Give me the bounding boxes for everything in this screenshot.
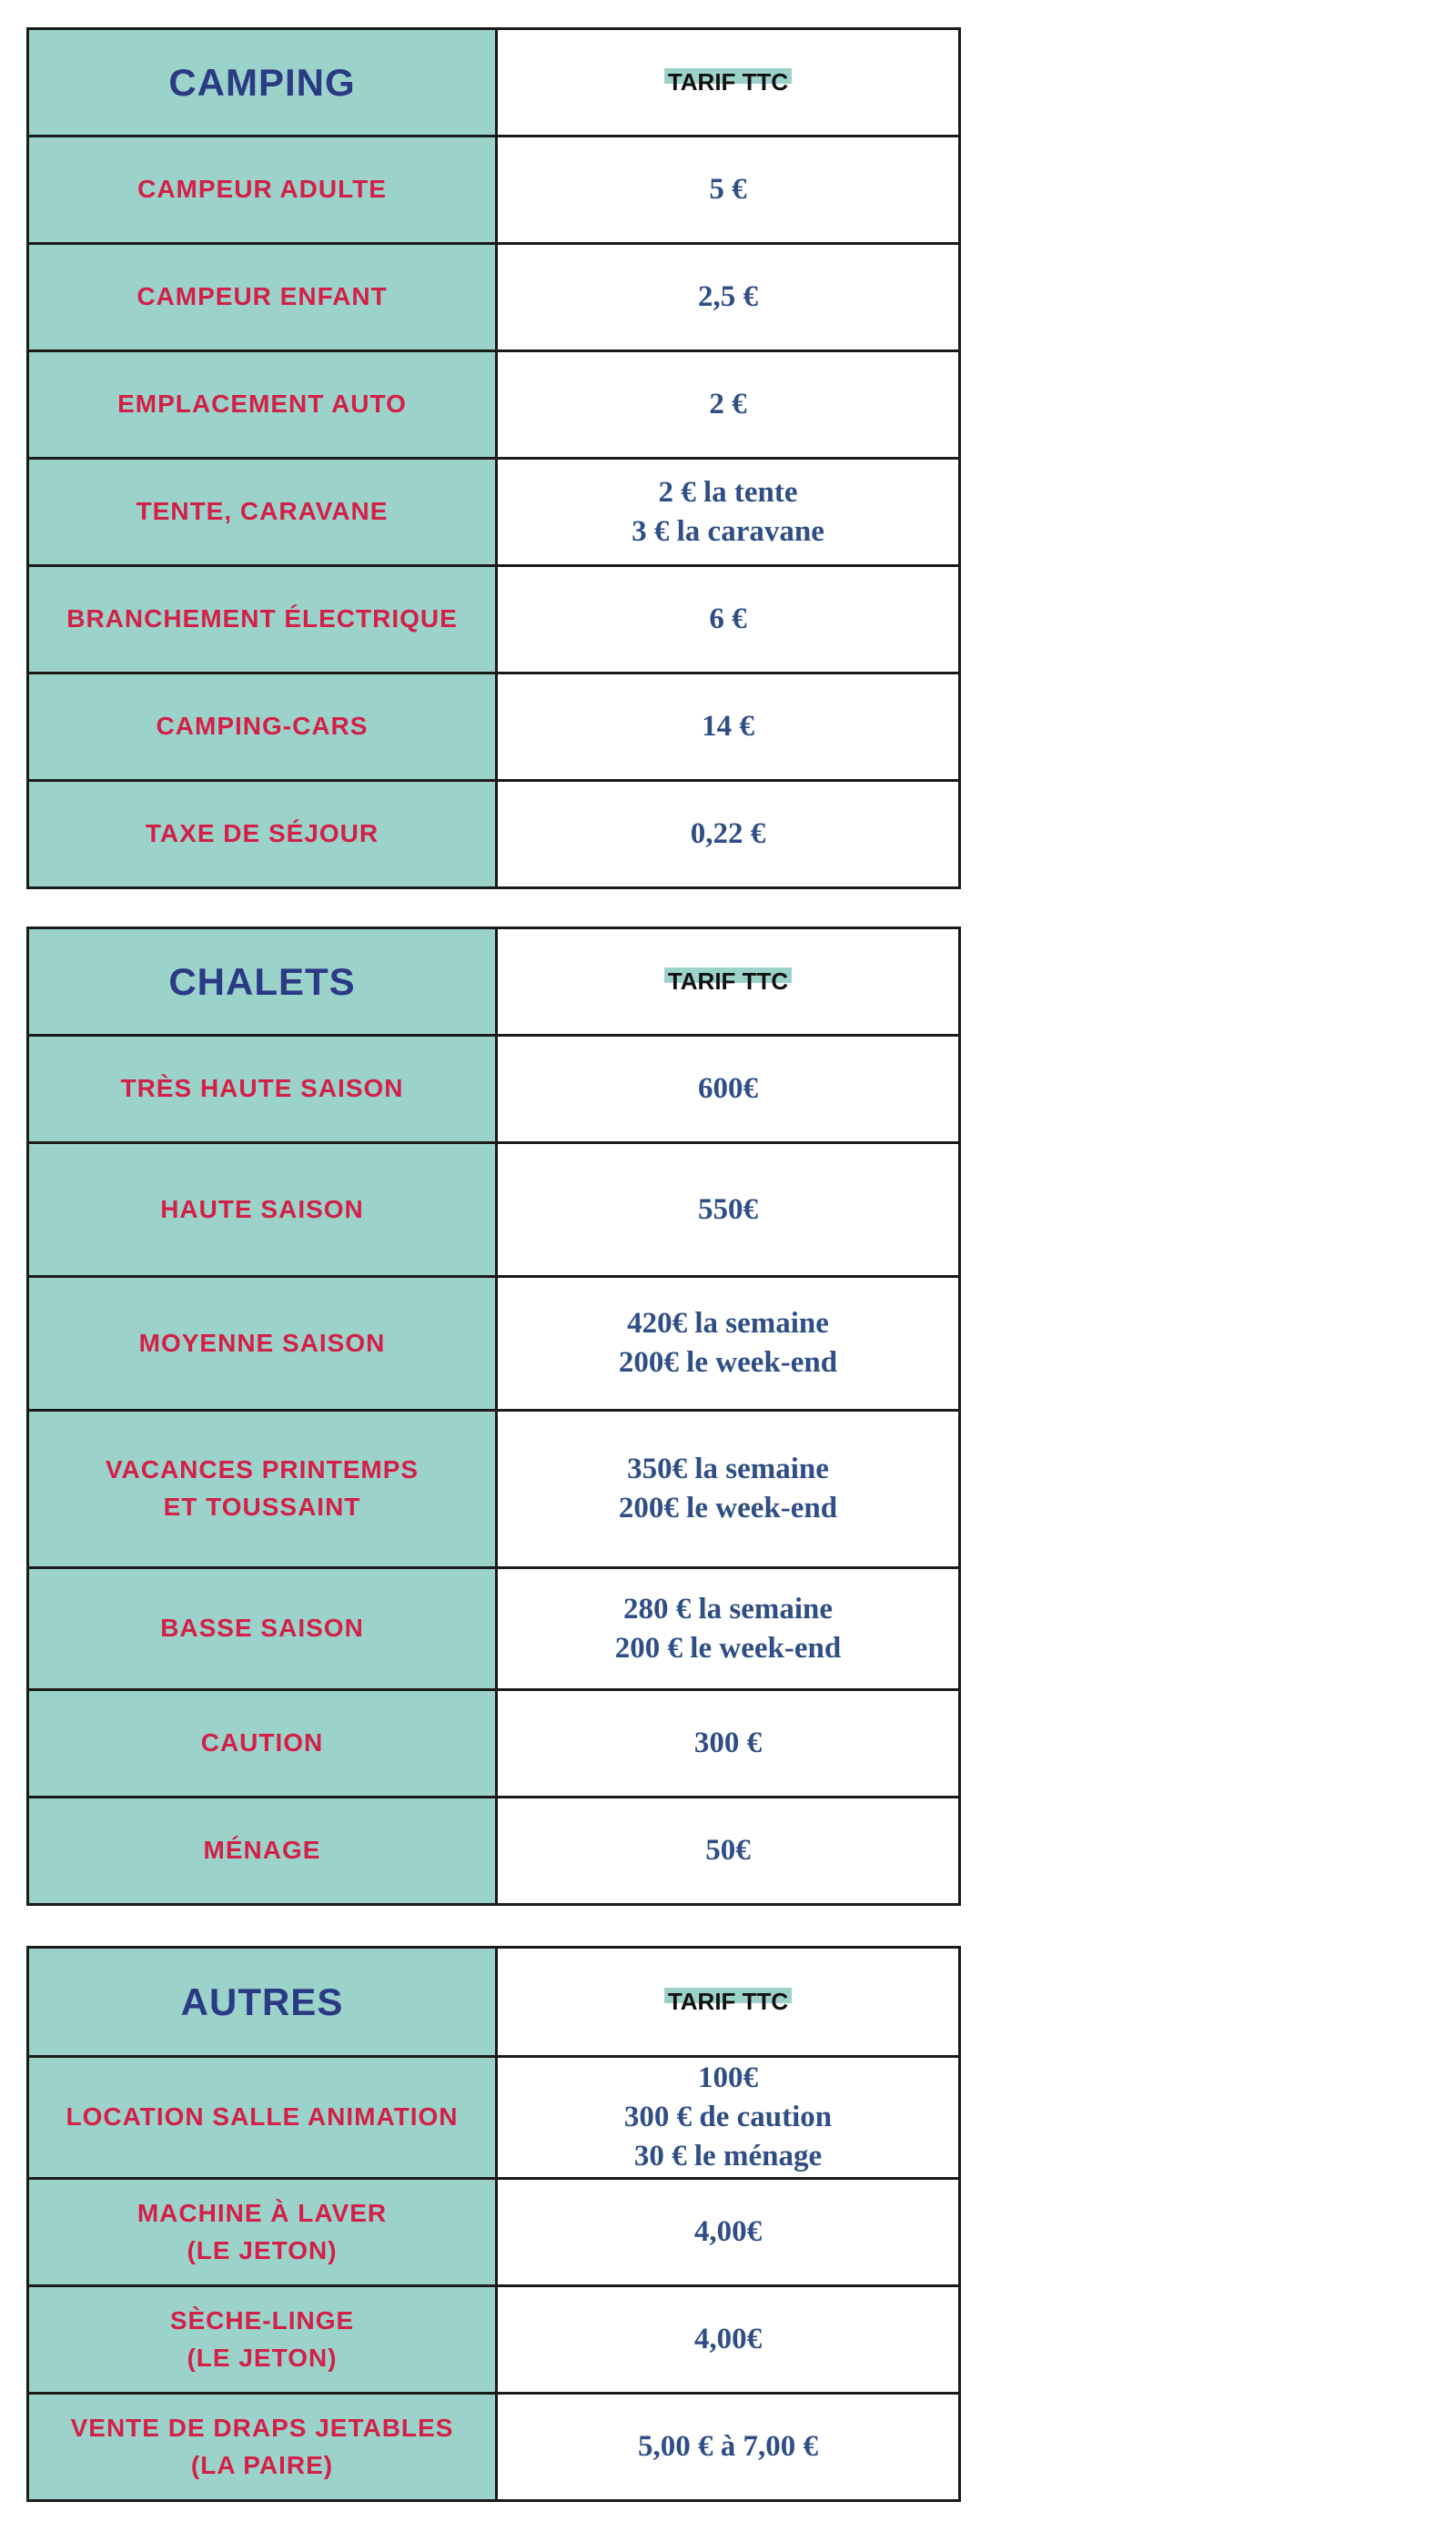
row-label: CAUTION <box>200 1728 324 1757</box>
row-label: MÉNAGE <box>203 1836 321 1865</box>
row-value: 350€ la semaine 200€ le week-end <box>618 1453 838 1524</box>
chalets-header-row <box>28 928 960 1036</box>
chalets-table <box>26 927 961 1906</box>
table-row <box>28 2179 960 2286</box>
table-row <box>28 2057 960 2179</box>
row-value: 6 € <box>709 603 747 636</box>
row-label: CAMPING-CARS <box>156 712 369 741</box>
row-value: 4,00€ <box>693 2323 763 2356</box>
camping-header-row <box>28 29 960 137</box>
row-value: 280 € la semaine 200 € le week-end <box>614 1592 842 1665</box>
row-value: 14 € <box>702 710 754 744</box>
table-row <box>28 2286 960 2394</box>
row-label: BASSE SAISON <box>160 1614 364 1643</box>
camping-header-cell <box>497 29 960 137</box>
table-row <box>28 1277 960 1411</box>
chalets-title: CHALETS <box>168 959 356 1003</box>
row-label: SÈCHE-LINGE (LE JETON) <box>169 2305 355 2372</box>
row-value: 2 € la tente 3 € la caravane <box>632 475 824 548</box>
autres-header-row <box>28 1948 960 2057</box>
row-label: BRANCHEMENT ÉLECTRIQUE <box>66 604 458 633</box>
row-value: 2 € <box>709 388 747 421</box>
row-value: 2,5 € <box>698 280 758 314</box>
row-label: CAMPEUR ENFANT <box>136 282 388 311</box>
camping-table <box>26 27 961 889</box>
row-value: 4,00€ <box>693 2215 763 2249</box>
row-label: TAXE DE SÉJOUR <box>145 819 379 848</box>
chalets-title-cell <box>28 928 497 1036</box>
chalets-tarif-header: TARIF TTC <box>664 967 792 996</box>
table-row <box>28 137 960 244</box>
table-row <box>28 244 960 351</box>
table-row <box>28 2394 960 2501</box>
row-value: 420€ la semaine 200€ le week-end <box>618 1307 838 1379</box>
row-value: 100€ 300 € de caution 30 € le ménage <box>623 2061 833 2172</box>
table-row <box>28 781 960 888</box>
row-label: LOCATION SALLE ANIMATION <box>66 2102 459 2132</box>
row-value: 50€ <box>705 1834 751 1868</box>
row-value: 550€ <box>698 1192 758 1226</box>
autres-tarif-header: TARIF TTC <box>664 1988 792 2016</box>
table-row <box>28 1411 960 1568</box>
row-label: MACHINE À LAVER (LE JETON) <box>136 2198 388 2264</box>
table-row <box>28 1036 960 1143</box>
autres-title-cell <box>28 1948 497 2057</box>
table-row <box>28 351 960 459</box>
autres-table <box>26 1946 961 2502</box>
row-label: CAMPEUR ADULTE <box>137 175 387 204</box>
row-label: HAUTE SAISON <box>160 1194 364 1223</box>
row-label: EMPLACEMENT AUTO <box>117 390 407 419</box>
table-row <box>28 1690 960 1798</box>
row-label: MOYENNE SAISON <box>138 1328 386 1357</box>
row-value: 0,22 € <box>690 817 766 851</box>
camping-title: CAMPING <box>168 60 356 104</box>
table-row <box>28 1568 960 1690</box>
table-row <box>28 459 960 566</box>
chalets-header-cell <box>497 928 960 1036</box>
autres-header-cell <box>497 1948 960 2057</box>
table-row <box>28 566 960 674</box>
camping-title-cell <box>28 29 497 137</box>
row-label: TENTE, CARAVANE <box>136 497 389 526</box>
table-row <box>28 674 960 781</box>
row-value: 300 € <box>693 1727 763 1760</box>
row-value: 5,00 € à 7,00 € <box>638 2430 818 2464</box>
autres-title: AUTRES <box>180 1980 344 2023</box>
table-row <box>28 1798 960 1905</box>
camping-tarif-header: TARIF TTC <box>664 68 792 96</box>
row-value: 600€ <box>698 1072 758 1106</box>
row-label: VACANCES PRINTEMPS ET TOUSSAINT <box>105 1455 420 1521</box>
row-value: 5 € <box>709 173 747 207</box>
table-row <box>28 1143 960 1277</box>
row-label: TRÈS HAUTE SAISON <box>120 1074 404 1103</box>
row-label: VENTE DE DRAPS JETABLES (LA PAIRE) <box>70 2413 454 2479</box>
